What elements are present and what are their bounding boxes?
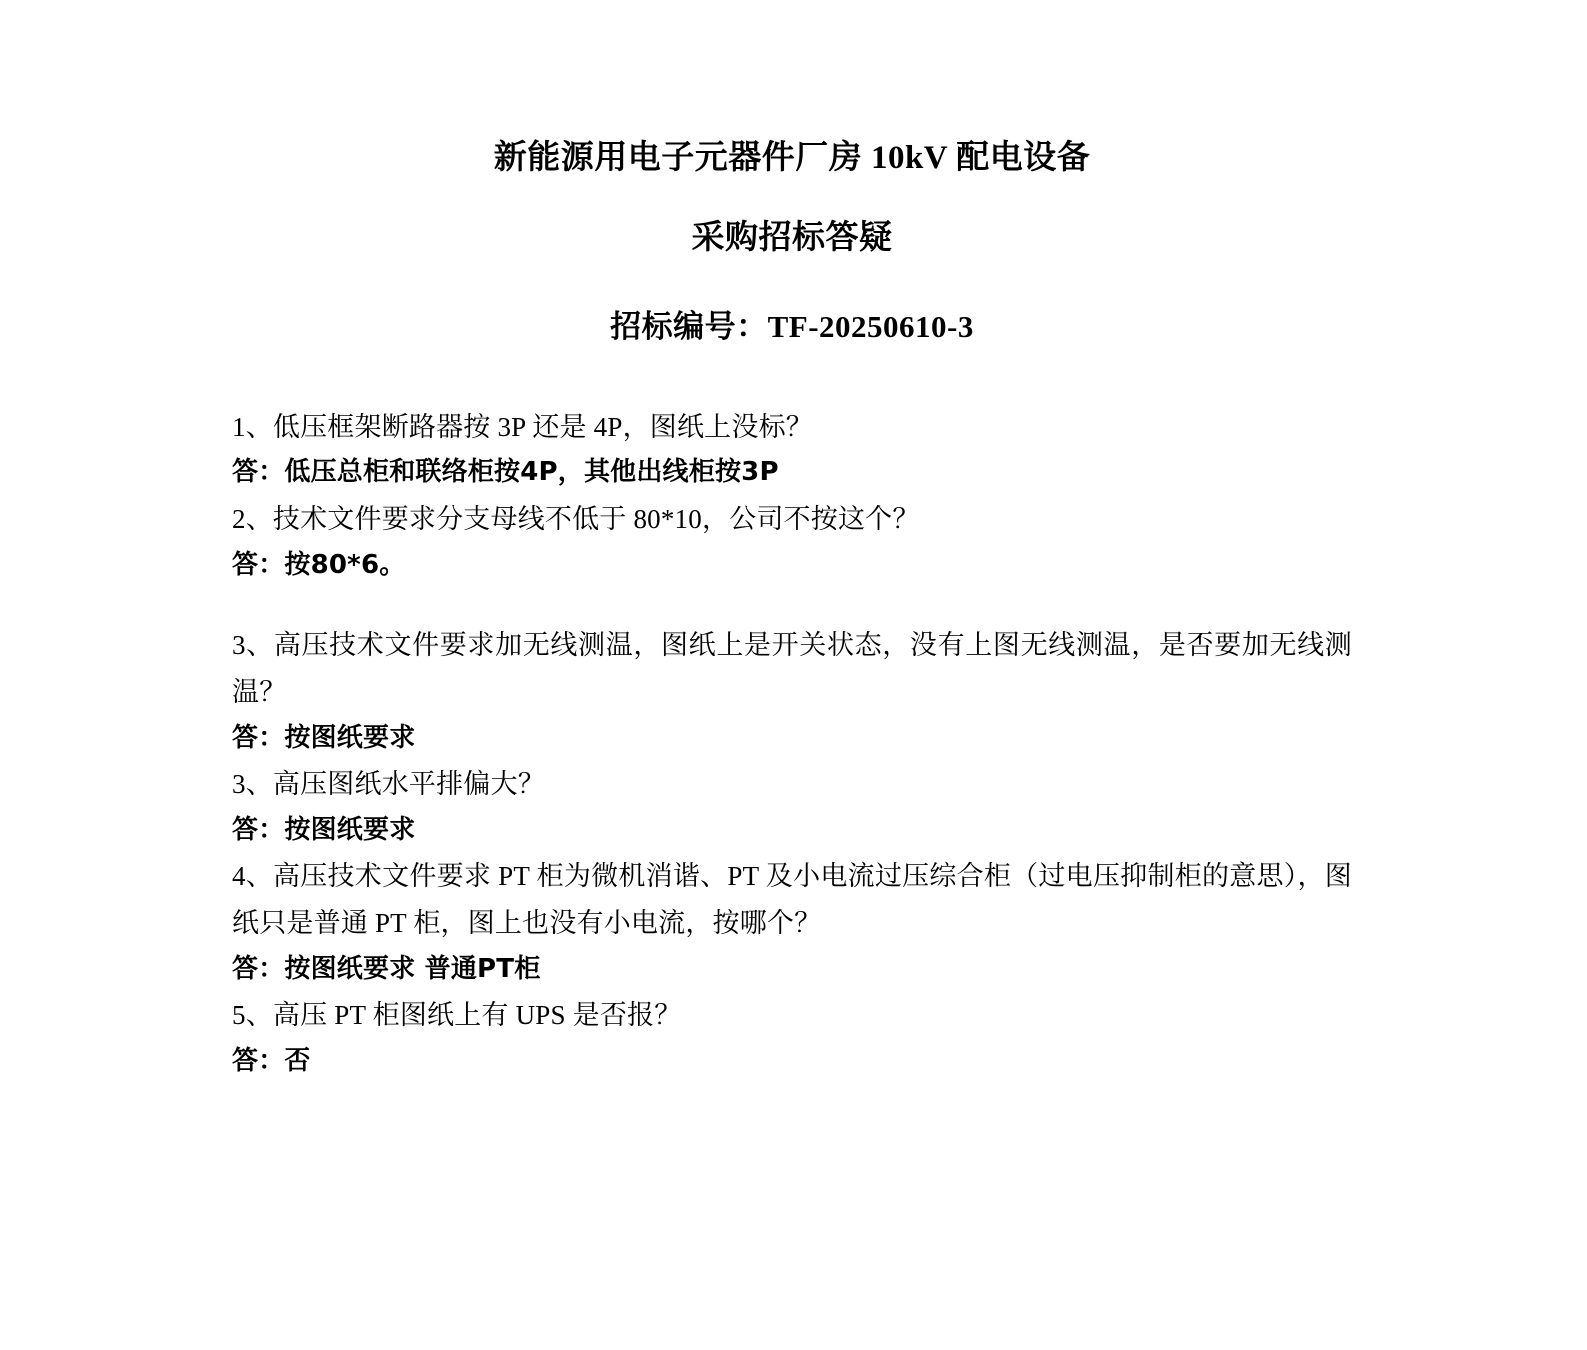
document-tender-number: 招标编号：TF-20250610-3: [610, 308, 974, 344]
qa-answer: 答：按图纸要求: [232, 722, 416, 753]
document-content: [232, 0, 1352, 1085]
qa-question: 5、高压 PT 柜图纸上有 UPS 是否报？: [232, 1000, 682, 1031]
qa-item: [232, 992, 1352, 1084]
qa-question: 1、低压框架断路器按 3P 还是 4P，图纸上没标？: [232, 411, 813, 442]
qa-answer: 答：低压总柜和联络柜按4P，其他出线柜按3P: [232, 457, 779, 488]
qa-question: 3、高压技术文件要求加无线测温，图纸上是开关状态，没有上图无线测温，是否要加无线测温？: [232, 629, 1352, 707]
qa-answer: 答：按图纸要求 普通PT柜: [232, 954, 541, 985]
qa-item: [232, 761, 1352, 853]
paragraph-gap: [232, 588, 1352, 622]
qa-answer: 答：按图纸要求: [232, 815, 416, 846]
document-title-block: [232, 0, 1352, 259]
document-title-line-2: 采购招标答疑: [691, 220, 893, 257]
qa-question: 2、技术文件要求分支母线不低于 80*10，公司不按这个？: [232, 503, 920, 534]
qa-item: [232, 404, 1352, 496]
qa-item: [232, 853, 1352, 992]
qa-answer: 答：否: [232, 1046, 311, 1077]
qa-question: 3、高压图纸水平排偏大？: [232, 769, 545, 800]
qa-question: 4、高压技术文件要求 PT 柜为微机消谐、PT 及小电流过压综合柜（过电压抑制柜的意思），图纸只是普通 PT 柜，图上也没有小电流，按哪个？: [232, 861, 1352, 939]
qa-item: [232, 622, 1352, 761]
qa-item: [232, 496, 1352, 588]
qa-list: [232, 404, 1352, 1085]
document-title-line-1: 新能源用电子元器件厂房 10kV 配电设备: [493, 140, 1091, 176]
qa-answer: 答：按80*6。: [232, 549, 406, 580]
